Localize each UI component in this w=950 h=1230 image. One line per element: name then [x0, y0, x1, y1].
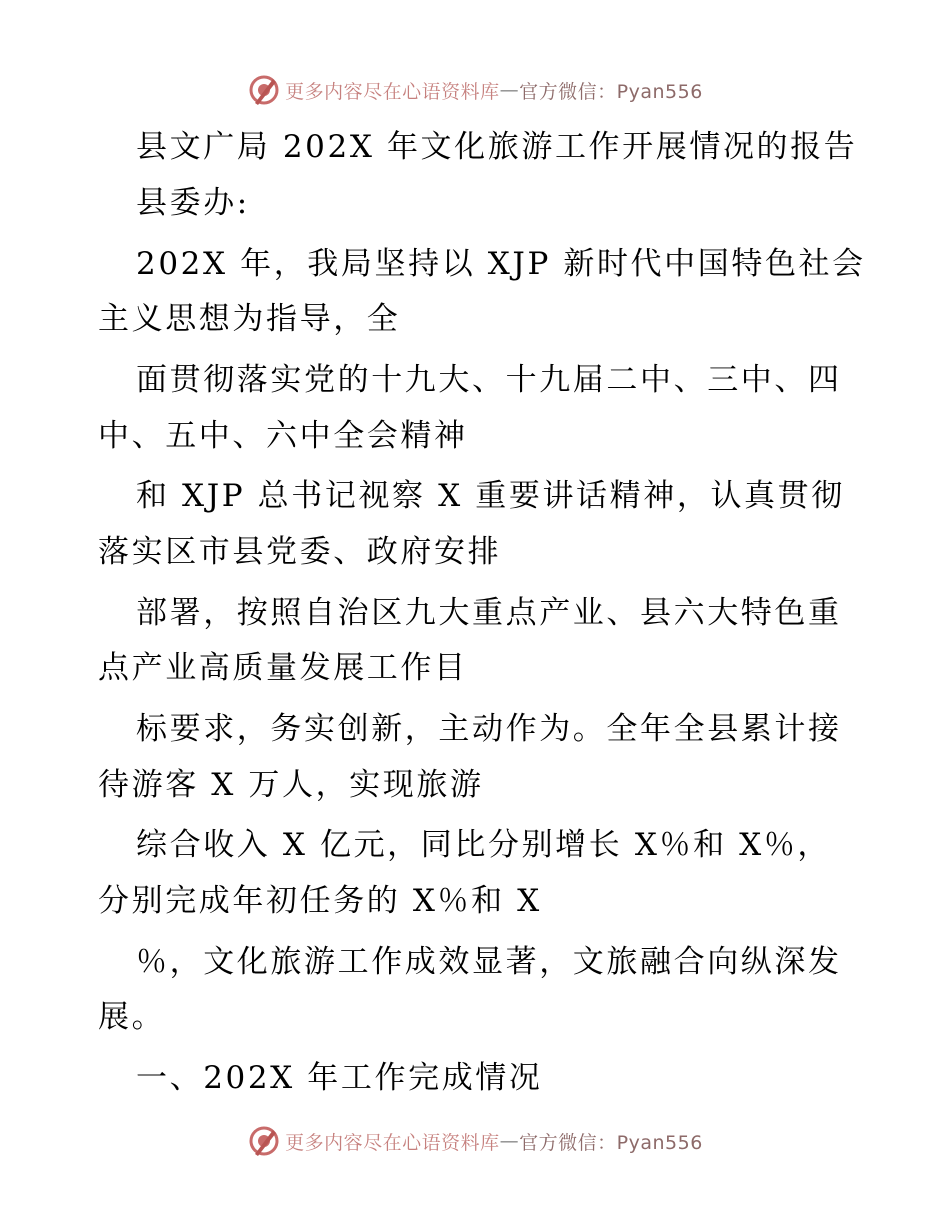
watermark-main-text: 更多内容尽在心语资料库 — [285, 1131, 500, 1154]
paragraph-line: 待游客 X 万人，实现旅游 — [98, 767, 484, 803]
footer-watermark — [0, 1121, 950, 1161]
watermark-dash: — — [499, 1130, 520, 1152]
watermark-contact: 官方微信：Pyan556 — [519, 80, 703, 103]
document-title: 县文广局 202X 年文化旅游工作开展情况的报告 — [136, 129, 858, 165]
pen-logo-icon — [247, 1124, 281, 1158]
paragraph-line: 面贯彻落实党的十九大、十九届二中、三中、四 — [136, 362, 842, 398]
paragraph-line: ％，文化旅游工作成效显著，文旅融合向纵深发 — [136, 944, 842, 980]
paragraph-line: 中、五中、六中全会精神 — [98, 418, 468, 454]
paragraph-line: 分别完成年初任务的 X％和 X — [98, 883, 542, 919]
paragraph-line: 和 XJP 总书记视察 X 重要讲话精神，认真贯彻 — [136, 478, 845, 514]
watermark-dash: — — [499, 79, 520, 101]
paragraph-line: 点产业高质量发展工作目 — [98, 650, 468, 686]
paragraph-line: 标要求，务实创新，主动作为。全年全县累计接 — [136, 711, 842, 747]
paragraph-line: 部署，按照自治区九大重点产业、县六大特色重 — [136, 595, 842, 631]
salutation: 县委办: — [136, 185, 250, 221]
paragraph-line: 落实区市县党委、政府安排 — [98, 534, 502, 570]
watermark-main-text: 更多内容尽在心语资料库 — [285, 80, 500, 103]
paragraph-line: 展。 — [98, 999, 166, 1035]
paragraph-line: 202X 年，我局坚持以 XJP 新时代中国特色社会 — [136, 246, 866, 282]
watermark-contact: 官方微信：Pyan556 — [519, 1131, 703, 1154]
section-heading: 一、202X 年工作完成情况 — [136, 1060, 543, 1096]
paragraph-line: 主义思想为指导，全 — [98, 301, 401, 337]
paragraph-line: 综合收入 X 亿元，同比分别增长 X％和 X％， — [136, 827, 832, 863]
